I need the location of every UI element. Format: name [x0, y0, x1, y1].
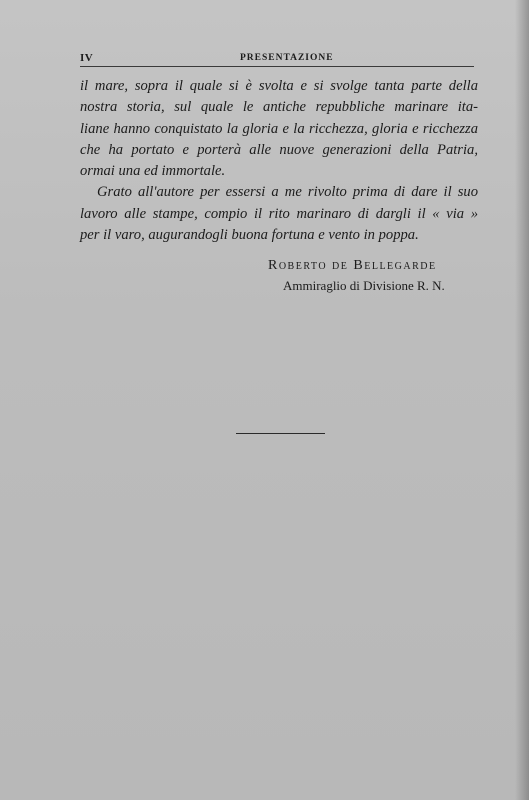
running-head: PRESENTAZIONE: [240, 53, 334, 63]
closing-rule: [236, 433, 325, 434]
page-header: [80, 52, 474, 67]
text-line: Grato all'autore per essersi a me rivolto prima di dare il suo: [97, 184, 478, 201]
author-rank: Ammiraglio di Divisione R. N.: [283, 278, 445, 293]
page-edge-shadow: [515, 0, 529, 800]
author-signature: Roberto de Bellegarde: [268, 258, 437, 273]
text-line: che ha portato e porterà alle nuove generazioni della Patria,: [80, 141, 478, 158]
text-line: ormai una ed immortale.: [80, 163, 226, 180]
text-line: nostra storia, sul quale le antiche repubbliche marinare ita-: [80, 99, 478, 116]
text-line: per il varo, augurandogli buona fortuna e vento in poppa.: [80, 227, 419, 244]
presentation-text: [80, 76, 478, 246]
text-line: lavoro alle stampe, compio il rito marinaro di dargli il « via »: [80, 205, 478, 222]
text-line: il mare, sopra il quale si è svolta e si svolge tanta parte della: [80, 78, 478, 94]
page-number: IV: [80, 52, 94, 64]
text-line: liane hanno conquistato la gloria e la ricchezza, gloria e ricchezza: [80, 120, 478, 137]
